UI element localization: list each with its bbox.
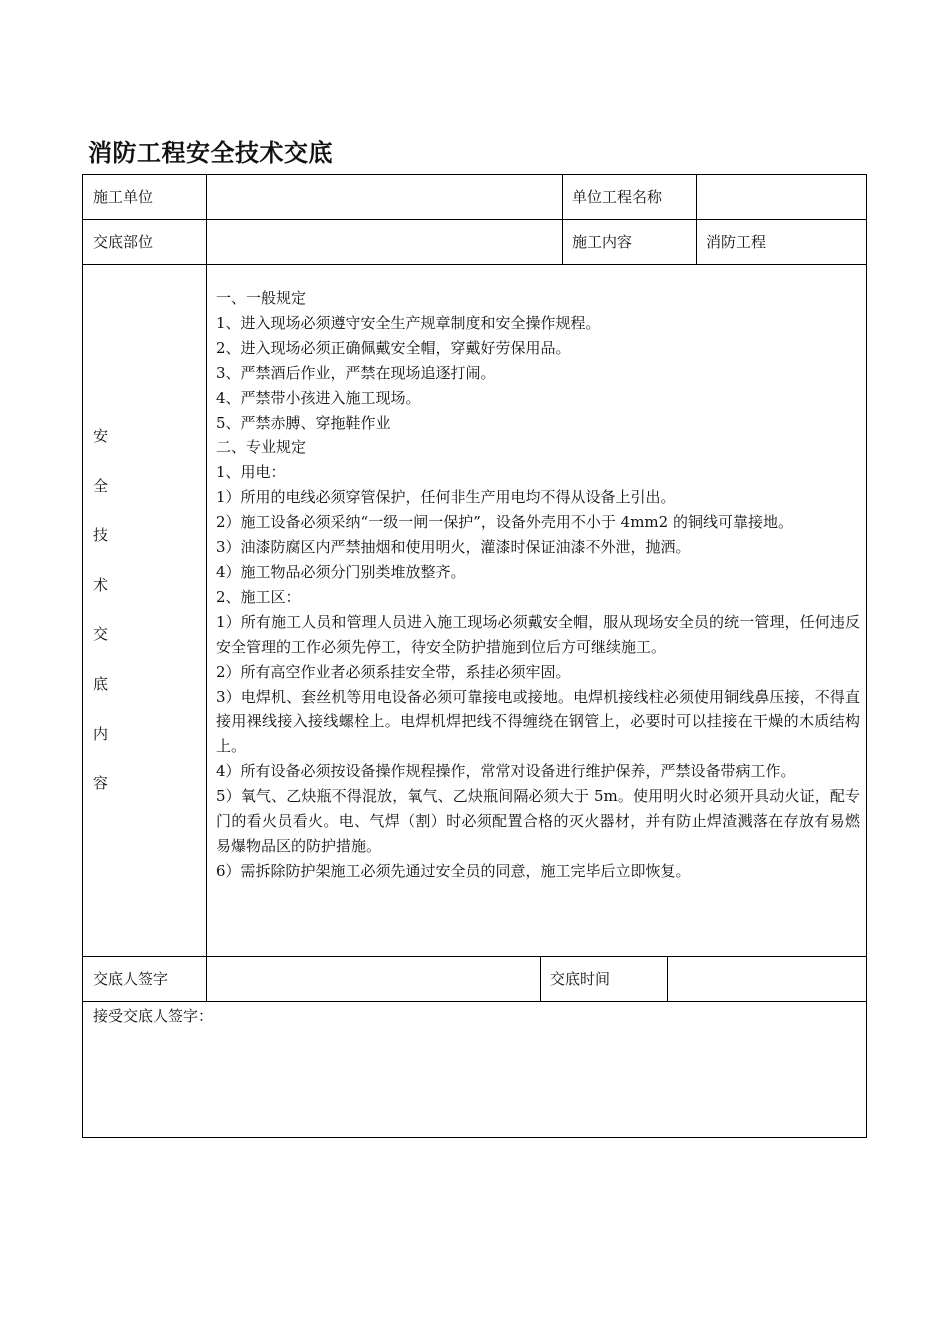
signer-label: 交底人签字 (93, 970, 169, 988)
content-line: 4）施工物品必须分门别类堆放整齐。 (216, 562, 466, 581)
side-label-char: 术 (93, 575, 109, 594)
content-line: 1）所有施工人员和管理人员进入施工现场必须戴安全帽，服从现场安全员的统一管理，任何违反安全管理的工作必须先停工，待安全防护措施到位后方可继续施工。 (216, 612, 860, 656)
row-divider (82, 1001, 867, 1002)
location-label: 交底部位 (93, 233, 154, 251)
content-line: 5、严禁赤膊、穿拖鞋作业 (216, 413, 391, 432)
content-line: 3）油漆防腐区内严禁抽烟和使用明火，灌漆时保证油漆不外泄，抛洒。 (216, 538, 691, 557)
side-label-char: 技 (93, 526, 109, 545)
side-label-vertical (93, 426, 109, 823)
row-divider (82, 264, 867, 265)
receiver-label: 接受交底人签字： (93, 1007, 214, 1025)
column-divider (206, 174, 207, 1002)
content-line: 2）所有高空作业者必须系挂安全带，系挂必须牢固。 (216, 662, 571, 681)
content-label: 施工内容 (572, 233, 633, 251)
side-label-char: 安 (93, 427, 109, 445)
table-border-right (866, 174, 867, 1138)
table-border-left (82, 174, 83, 1138)
side-label-char: 内 (93, 724, 109, 743)
column-divider (562, 174, 563, 265)
section-heading: 二、专业规定 (216, 438, 307, 457)
table-border-top (82, 174, 867, 175)
content-line: 3）电焊机、套丝机等用电设备必须可靠接电或接地。电焊机接线柱必须使用铜线鼻压接，不得直接用裸线接入接线螺栓上。电焊机焊把线不得缠绕在钢管上，必要时可以挂接在干燥的木质结构上。 (216, 687, 860, 756)
subsection-heading: 2、施工区： (216, 587, 301, 606)
table-border-bottom (82, 1137, 867, 1138)
row-divider (82, 956, 867, 957)
column-divider (696, 174, 697, 265)
column-divider (667, 956, 668, 1002)
side-label-char: 容 (93, 774, 109, 793)
side-label-char: 交 (93, 625, 109, 644)
content-line: 1）所用的电线必须穿管保护，任何非生产用电均不得从设备上引出。 (216, 488, 676, 507)
content-line: 6）需拆除防护架施工必须先通过安全员的同意，施工完毕后立即恢复。 (216, 861, 691, 880)
side-label-char: 全 (93, 476, 109, 495)
column-divider (540, 956, 541, 1002)
project-name-label: 单位工程名称 (572, 188, 663, 206)
document-title: 消防工程安全技术交底 (88, 139, 333, 167)
content-line: 3、严禁酒后作业，严禁在现场追逐打闹。 (216, 363, 496, 382)
content-value[interactable]: 消防工程 (706, 233, 767, 251)
content-line: 1、进入现场必须遵守安全生产规章制度和安全操作规程。 (216, 313, 601, 332)
time-label: 交底时间 (550, 970, 611, 988)
side-label-char: 底 (93, 674, 109, 693)
content-line: 4）所有设备必须按设备操作规程操作，常常对设备进行维护保养，严禁设备带病工作。 (216, 762, 796, 781)
row-divider (82, 219, 867, 220)
section-heading: 一、一般规定 (216, 289, 307, 307)
safety-content (216, 286, 860, 884)
content-line: 5）氧气、乙炔瓶不得混放，氧气、乙炔瓶间隔必须大于 5m。使用明火时必须开具动火证，配专门的看火员看火。电、气焊（割）时必须配置合格的灭火器材，并有防止焊渣溅落在存放有易燃易爆物品区的防护措施。 (216, 787, 860, 855)
subsection-heading: 1、用电： (216, 463, 286, 482)
content-line: 4、严禁带小孩进入施工现场。 (216, 388, 421, 407)
content-line: 2）施工设备必须采纳“一级一闸一保护”，设备外壳用不小于 4mm2 的铜线可靠接地。 (216, 513, 793, 532)
unit-label: 施工单位 (93, 188, 154, 206)
content-line: 2、进入现场必须正确佩戴安全帽，穿戴好劳保用品。 (216, 338, 571, 357)
